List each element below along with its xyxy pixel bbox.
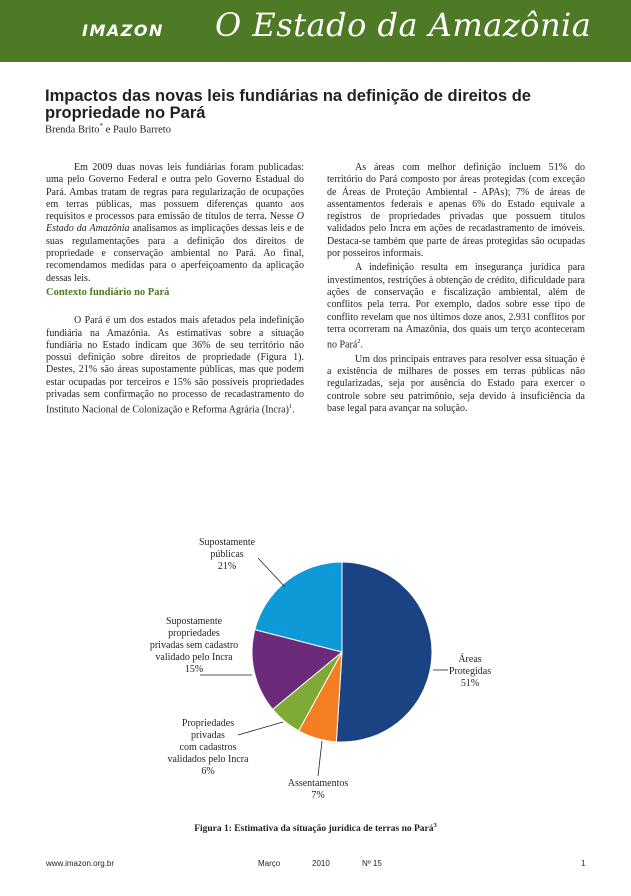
author-first: Brenda Brito: [45, 124, 100, 136]
right-paragraph-1: As áreas com melhor definição incluem 51% do território do Pará composto por áreas protegidas (com exceção de Áreas de Proteção Ambiental - APAs); 7% de áreas de assentamentos federais e apenas 6% do Estado equivale a registros de propriedades privadas que possuem títulos validados pelo Incra em ações de recadastramento de imóveis. Destaca-se também que parte de áreas protegidas são ocupadas por posseiros informais.: [327, 162, 585, 260]
intro-text-1: Em 2009 duas novas leis fundiárias foram publicadas: uma pelo Governo Federal e outra pelo Governo Estadual do Pará. Ambas tratam de regras para regularização de ocupações em terras públicas, mas possuem diferenças quanto aos requisitos e processos para emissão de títulos de terra. Nesse: [46, 162, 304, 223]
intro-paragraph: [46, 162, 304, 285]
leader-line-assentamentos: [318, 741, 322, 776]
author-footnote-mark: *: [99, 122, 104, 130]
footnote-1: 1: [288, 403, 293, 411]
pie-chart: [0, 520, 631, 820]
figure-caption: [0, 822, 631, 834]
slice-label-propriedades-privadas-com-cadastros-validados-pelo-incra: Propriedades privadas com cadastros validados pelo Incra 6%: [167, 718, 249, 777]
footer-website: www.imazon.org.br: [46, 859, 115, 868]
article-title: Impactos das novas leis fundiárias na definição de direitos de propriedade no Pará: [45, 87, 531, 122]
slice-label-areas-protegidas: Áreas Protegidas 51%: [448, 654, 492, 689]
left-column: [46, 162, 304, 417]
slice-label-supostamente-propriedades-privadas-sem-cadastro-validado-pelo-incra: Supostamente propriedades privadas sem cadastro validado pelo Incra 15%: [149, 616, 239, 675]
slice-label-assentamentos: Assentamentos 7%: [287, 778, 349, 801]
right-column: [327, 162, 585, 415]
footnote-2: 2: [357, 338, 361, 346]
context-text: O Pará é um dos estados mais afetados pela indefinição fundiária na Amazônia. As estimativas sobre a situação fundiária no Estado indicam que 36% de seu território não possui definição sobre direitos de propriedade (Figura 1). Destes, 21% são áreas supostamente públicas, mas que podem estar ocupadas por terceiros e 15% são possíveis propriedades privadas sem confirmação no processo de recadastramento do Instituto Nacional de Colonização e Reforma Agrária (Incra): [46, 315, 304, 416]
intro-publication-name: O Estado da Amazônia: [46, 211, 304, 235]
conflict-end: .: [360, 339, 364, 351]
footer-year: 2010: [312, 859, 330, 868]
footer-month: Março: [258, 859, 281, 868]
figure-caption-text: Figura 1: Estimativa da situação jurídica de terras no Pará: [194, 824, 434, 835]
context-end: .: [292, 404, 295, 416]
leader-line-supostamente-publicas: [258, 558, 285, 587]
footnote-3: 3: [433, 822, 437, 829]
leader-line-propriedades-privadas-com-cadastros-validados-pelo-incra: [238, 722, 283, 735]
context-paragraph: [46, 315, 304, 417]
publication-title: O Estado da Amazônia: [215, 6, 592, 44]
section-heading: Contexto fundiário no Pará: [46, 286, 170, 298]
footer-page-number: 1: [581, 859, 586, 868]
pie-slice-areas-protegidas: [336, 562, 432, 742]
conflict-text: A indefinição resulta em insegurança jurídica para investimentos, restrições à obtenção de crédito, dificuldade para ações de conservação e fiscalização ambiental, além de conflitos pela terra. Por exemplo, dados sobre esse tipo de conflito revelam que nos últimos doze anos, 2.931 conflitos por terra ocorreram na Amazônia, dos quais um terço aconteceram no Pará: [327, 262, 585, 351]
imazon-logo: IMAZON: [82, 21, 164, 40]
article-authors: [45, 122, 171, 136]
right-paragraph-3: Um dos principais entraves para resolver essa situação é a existência de milhares de posses em terras públicas não regularizadas, seja por ausência do Estado para exercer o controle sobre seu patrimônio, seja devido à insuficiência da base legal para avançar na solução.: [327, 353, 585, 414]
right-paragraph-2: [327, 262, 585, 351]
slice-label-supostamente-publicas: Supostamente públicas 21%: [198, 537, 256, 572]
header-banner: [0, 0, 631, 62]
author-rest: e Paulo Barreto: [103, 124, 171, 136]
footer-issue: Nº 15: [362, 859, 382, 868]
intro-text-2: analisamos as implicações dessas leis e de suas regulamentações para a definição dos direitos de propriedade e conservação ambiental no Pará. Ao final, recomendamos medidas para o aperfeiçoamento da aplicação dessas leis.: [46, 223, 304, 284]
